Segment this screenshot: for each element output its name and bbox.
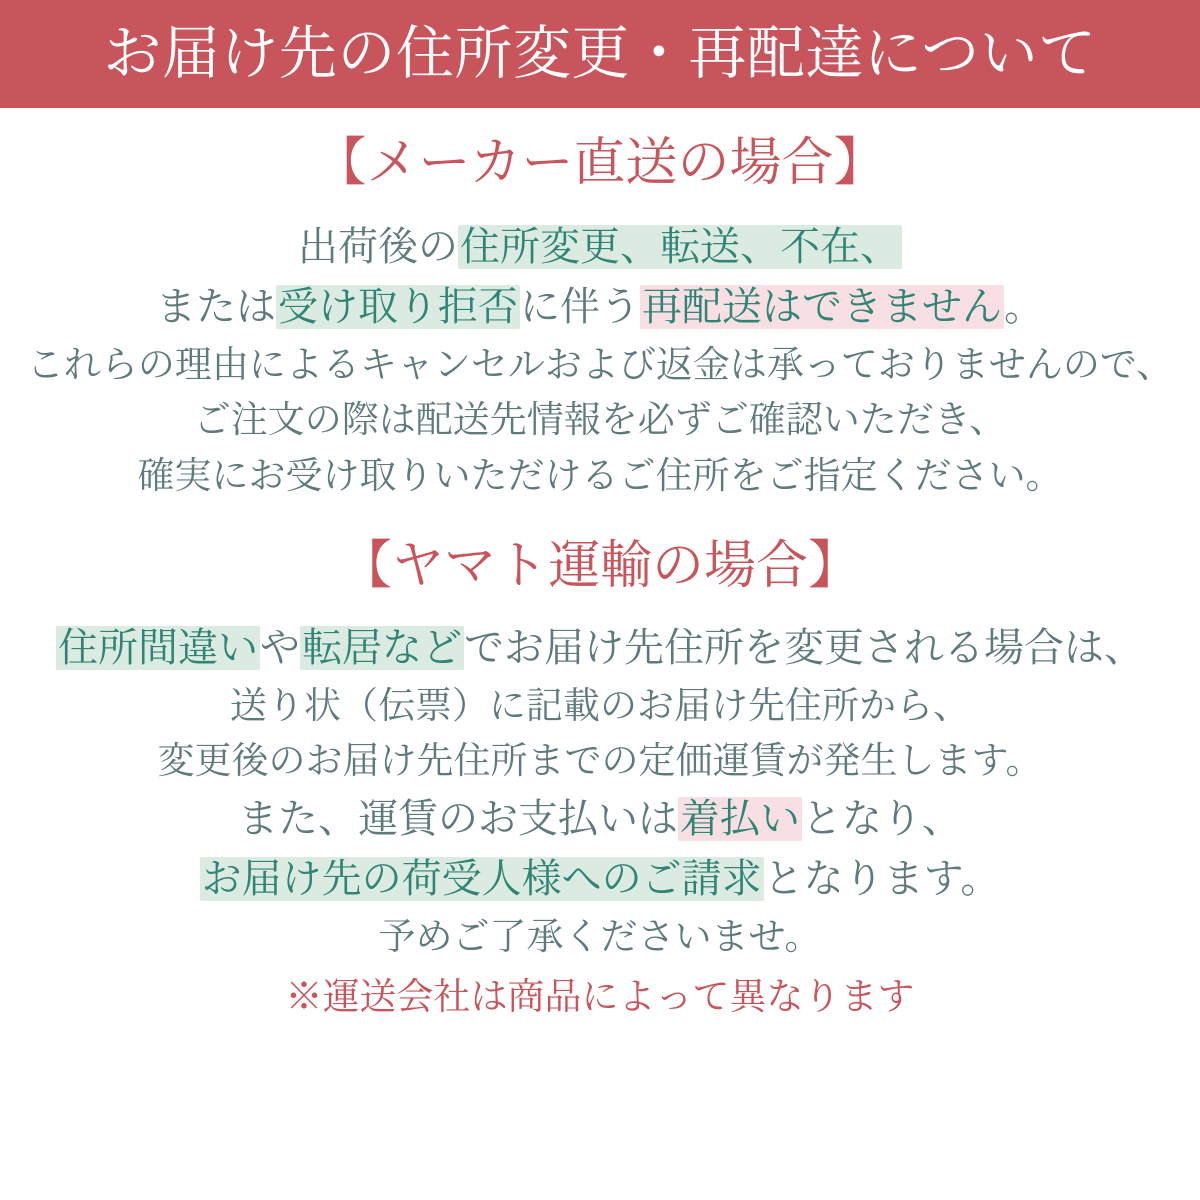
- text-fragment: 。: [1004, 284, 1044, 329]
- footer-note: ※運送会社は商品によって異なります: [285, 976, 915, 1018]
- text-fragment: 確実にお受け取りいただけるご住所をご指定ください。: [137, 455, 1063, 497]
- text-fragment: これらの理由によるキャンセルおよび返金は承っておりませんので、: [26, 343, 1174, 385]
- text-fragment: また、運賃のお支払いは: [238, 796, 678, 841]
- section-heading-yamato: 【ヤマト運輸の場合】: [339, 536, 860, 595]
- highlight-fragment: 転居など: [302, 625, 462, 670]
- text-fragment: や: [260, 625, 300, 670]
- text-fragment: 予めご了承くださいませ。: [378, 915, 822, 957]
- yamato-line-1: [18, 619, 1182, 677]
- yamato-line-5: [18, 850, 1182, 908]
- highlight-fragment: 住所変更、転送、不在、: [460, 224, 900, 269]
- yamato-line-3: [18, 734, 1182, 788]
- page-header-banner: [0, 0, 1200, 108]
- maker-line-1: [18, 218, 1182, 276]
- highlight-fragment: お届け先の荷受人様へのご請求: [201, 856, 762, 901]
- highlight-fragment: 受け取り拒否: [278, 284, 518, 329]
- text-fragment: ご注文の際は配送先情報を必ずご確認いただき、: [193, 399, 1007, 441]
- text-fragment: 送り状（伝票）に記載のお届け先住所から、: [230, 684, 970, 726]
- text-fragment: または: [156, 284, 276, 329]
- text-fragment: でお届け先住所を変更される場合は、: [464, 625, 1144, 670]
- maker-line-3: [18, 338, 1182, 392]
- section-heading-maker-direct: 【メーカー直送の場合】: [314, 134, 886, 192]
- page-title: お届け先の住所変更・再配達について: [103, 21, 1097, 86]
- maker-line-2: [18, 278, 1182, 336]
- text-fragment: 変更後のお届け先住所までの定価運賃が発生します。: [157, 740, 1043, 782]
- maker-line-4: [18, 393, 1182, 447]
- text-fragment: となります。: [763, 856, 1001, 901]
- highlight-fragment: 着払い: [680, 796, 800, 841]
- yamato-line-6: [18, 910, 1182, 964]
- notice-body: [0, 134, 1200, 1022]
- yamato-line-2: [18, 679, 1182, 733]
- highlight-fragment: 住所間違い: [58, 625, 258, 670]
- highlight-fragment: 再配送はできません: [642, 284, 1002, 329]
- maker-line-5: [18, 449, 1182, 503]
- yamato-line-4: [18, 790, 1182, 848]
- text-fragment: に伴う: [520, 284, 640, 329]
- text-fragment: となり、: [802, 796, 962, 841]
- text-fragment: 出荷後の: [298, 224, 458, 269]
